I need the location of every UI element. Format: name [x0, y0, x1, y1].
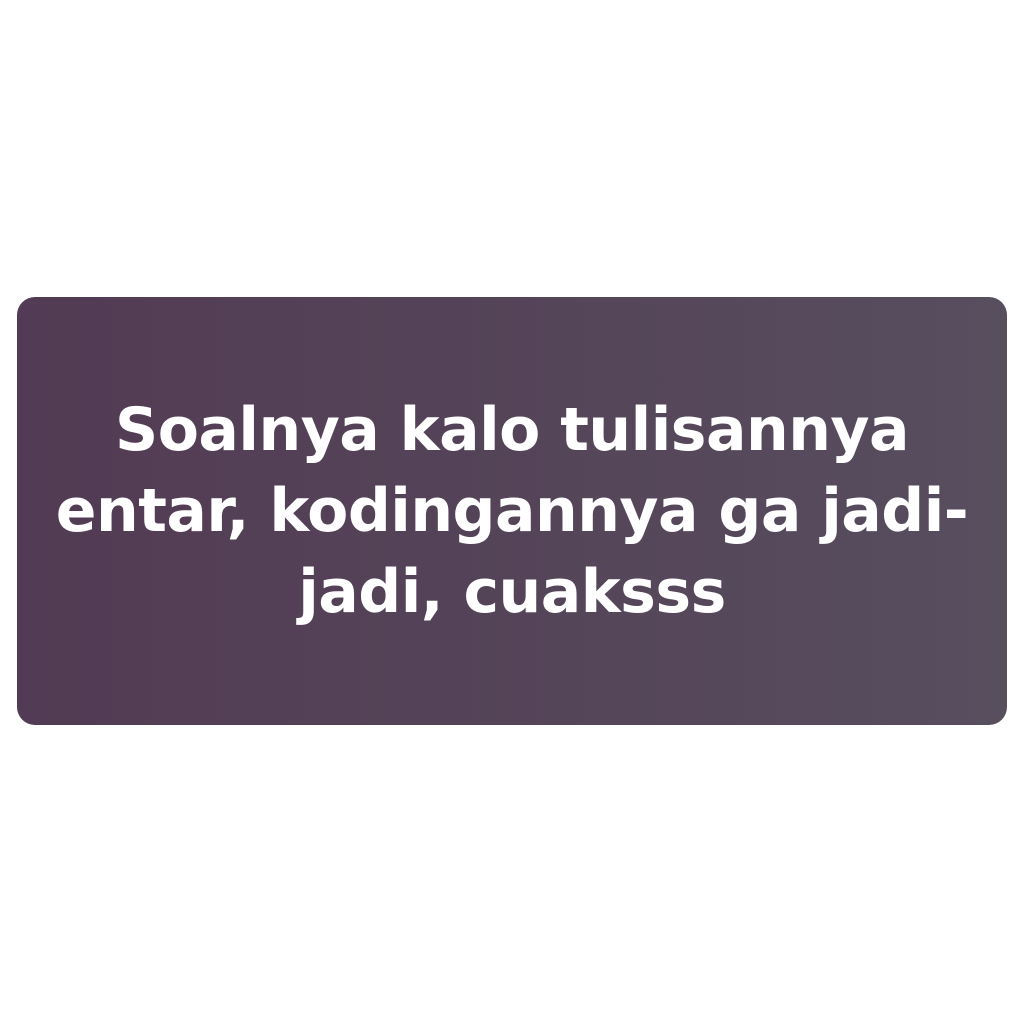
quote-line-1: Soalnya kalo tulisannya: [114, 394, 910, 465]
quote-line-2: entar, kodingannya ga jadi-: [55, 475, 969, 546]
quote-text: [56, 390, 968, 633]
quote-card: [17, 297, 1007, 725]
quote-line-3: jadi, cuaksss: [298, 556, 726, 627]
